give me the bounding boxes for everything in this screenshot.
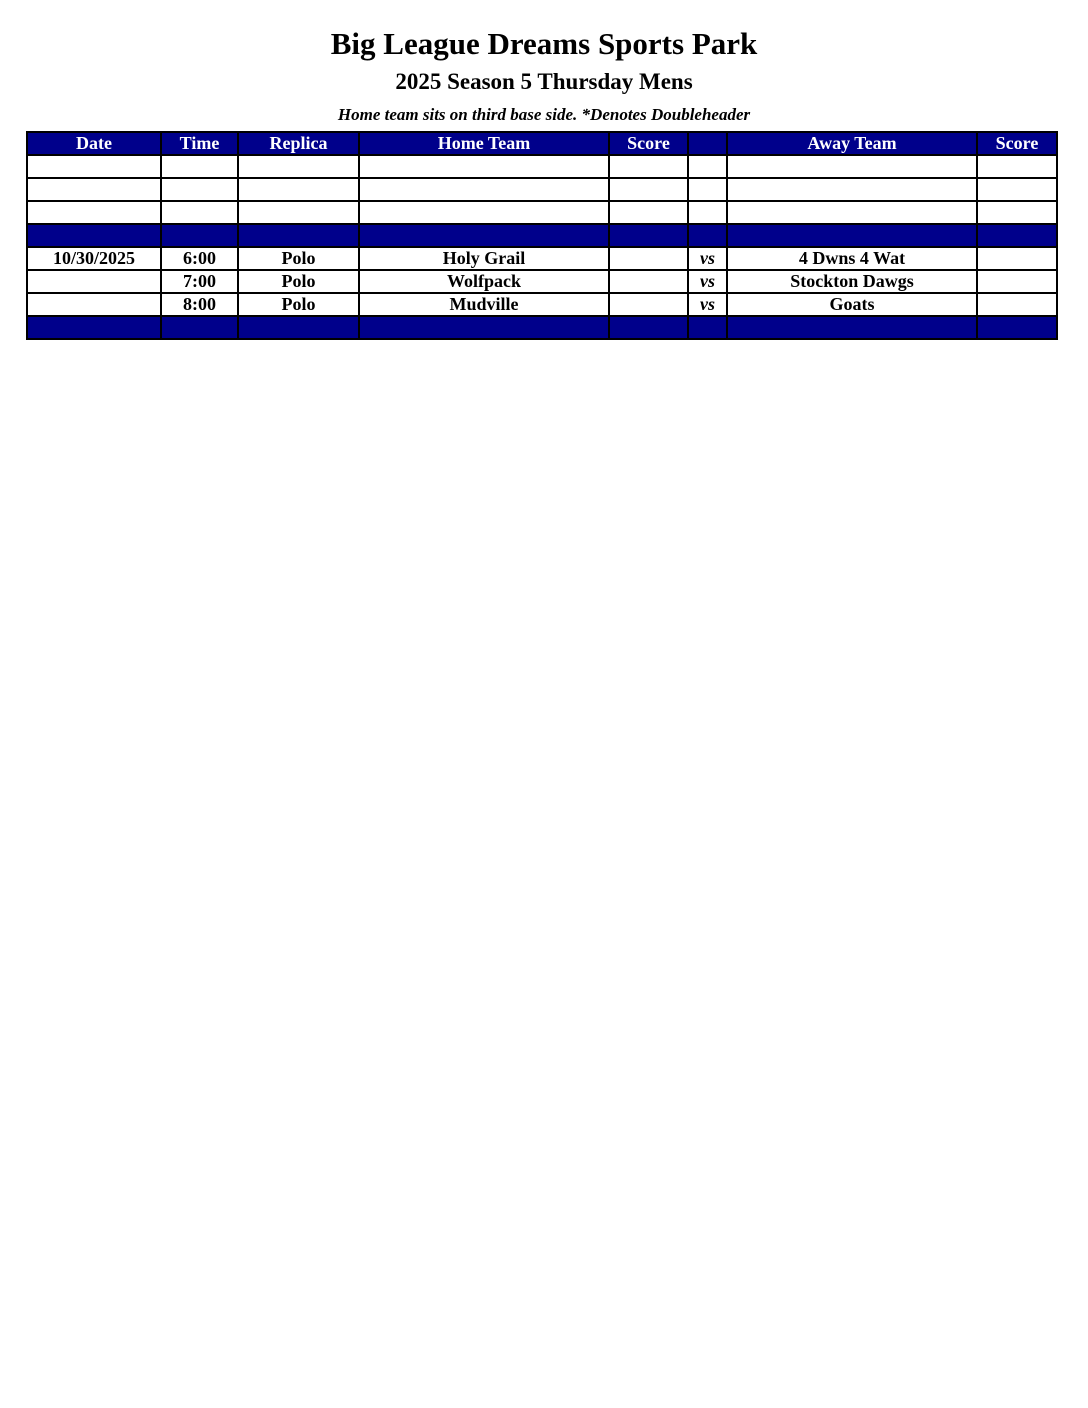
band-cell xyxy=(238,224,359,247)
band-cell xyxy=(688,224,727,247)
empty-cell xyxy=(359,201,609,224)
empty-cell xyxy=(609,201,688,224)
page-subtitle: 2025 Season 5 Thursday Mens xyxy=(395,69,693,94)
game-home-score xyxy=(609,270,688,293)
game-time: 6:00 xyxy=(161,247,238,270)
column-header-vs xyxy=(688,132,727,155)
game-vs: vs xyxy=(688,270,727,293)
game-away-score xyxy=(977,247,1057,270)
empty-cell xyxy=(238,155,359,178)
empty-cell xyxy=(688,155,727,178)
column-header-away-score: Score xyxy=(977,132,1057,155)
column-header-date: Date xyxy=(27,132,161,155)
game-row xyxy=(27,247,1057,270)
game-home-team: Wolfpack xyxy=(359,270,609,293)
game-date xyxy=(27,293,161,316)
column-header-replica: Replica xyxy=(238,132,359,155)
empty-cell xyxy=(359,178,609,201)
table-header-row xyxy=(27,132,1057,155)
column-header-away-team: Away Team xyxy=(727,132,977,155)
empty-row xyxy=(27,155,1057,178)
column-header-time: Time xyxy=(161,132,238,155)
empty-cell xyxy=(27,178,161,201)
band-cell xyxy=(161,224,238,247)
empty-cell xyxy=(27,201,161,224)
game-row xyxy=(27,293,1057,316)
separator-band-row xyxy=(27,316,1057,339)
game-vs: vs xyxy=(688,247,727,270)
band-cell xyxy=(609,316,688,339)
game-away-team: Stockton Dawgs xyxy=(727,270,977,293)
empty-cell xyxy=(609,178,688,201)
empty-cell xyxy=(977,178,1057,201)
game-date: 10/30/2025 xyxy=(27,247,161,270)
game-vs: vs xyxy=(688,293,727,316)
band-cell xyxy=(977,316,1057,339)
game-away-score xyxy=(977,270,1057,293)
empty-cell xyxy=(977,201,1057,224)
game-away-team: Goats xyxy=(727,293,977,316)
empty-cell xyxy=(27,155,161,178)
game-date xyxy=(27,270,161,293)
band-cell xyxy=(727,316,977,339)
game-replica: Polo xyxy=(238,293,359,316)
band-cell xyxy=(27,316,161,339)
empty-cell xyxy=(359,155,609,178)
empty-cell xyxy=(727,155,977,178)
empty-cell xyxy=(161,155,238,178)
band-cell xyxy=(238,316,359,339)
page-title: Big League Dreams Sports Park xyxy=(330,26,758,61)
game-row xyxy=(27,270,1057,293)
game-home-score xyxy=(609,293,688,316)
empty-cell xyxy=(238,201,359,224)
band-cell xyxy=(727,224,977,247)
empty-cell xyxy=(688,201,727,224)
empty-cell xyxy=(977,155,1057,178)
column-header-home-team: Home Team xyxy=(359,132,609,155)
empty-cell xyxy=(609,155,688,178)
band-cell xyxy=(161,316,238,339)
band-cell xyxy=(359,316,609,339)
empty-row xyxy=(27,178,1057,201)
empty-cell xyxy=(161,201,238,224)
game-replica: Polo xyxy=(238,270,359,293)
game-home-team: Holy Grail xyxy=(359,247,609,270)
band-cell xyxy=(359,224,609,247)
game-away-score xyxy=(977,293,1057,316)
empty-cell xyxy=(688,178,727,201)
empty-cell xyxy=(727,201,977,224)
game-home-team: Mudville xyxy=(359,293,609,316)
game-time: 7:00 xyxy=(161,270,238,293)
schedule-note: Home team sits on third base side. *Denotes Doubleheader xyxy=(337,105,751,124)
column-header-home-score: Score xyxy=(609,132,688,155)
band-cell xyxy=(27,224,161,247)
empty-row xyxy=(27,201,1057,224)
game-replica: Polo xyxy=(238,247,359,270)
empty-cell xyxy=(238,178,359,201)
schedule-table xyxy=(26,131,1058,340)
separator-band-row xyxy=(27,224,1057,247)
empty-cell xyxy=(161,178,238,201)
band-cell xyxy=(609,224,688,247)
game-home-score xyxy=(609,247,688,270)
band-cell xyxy=(977,224,1057,247)
game-away-team: 4 Dwns 4 Wat xyxy=(727,247,977,270)
game-time: 8:00 xyxy=(161,293,238,316)
band-cell xyxy=(688,316,727,339)
empty-cell xyxy=(727,178,977,201)
